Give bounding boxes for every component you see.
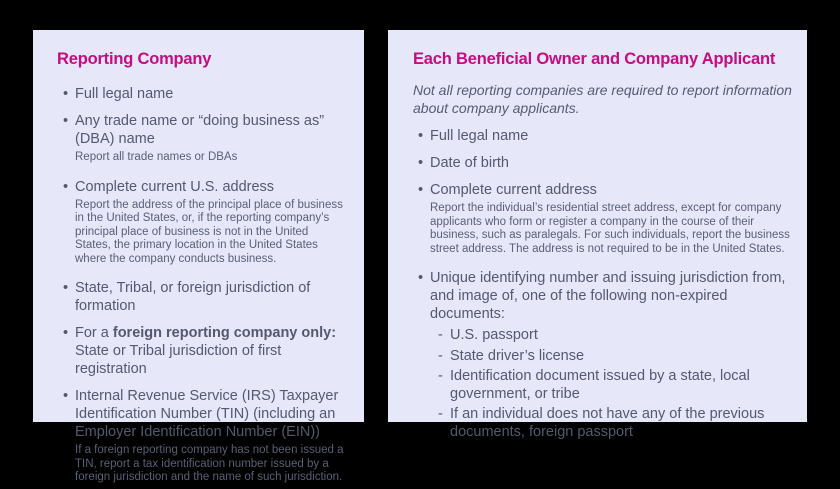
bullet-icon: • xyxy=(63,86,69,102)
list-item xyxy=(57,178,346,271)
beneficial-owner-panel xyxy=(388,30,807,440)
sub-item-text: If an individual does not have any of the previous documents, foreign passport xyxy=(450,406,765,440)
reporting-company-title: Reporting Company xyxy=(57,50,212,68)
list-item xyxy=(57,85,346,103)
dash-icon: - xyxy=(438,347,443,364)
item-text: Full legal name xyxy=(430,128,529,144)
item-note: If a foreign reporting company has not been issued a TIN, report a tax identification number issued by a foreign jurisdiction and the name of such jurisdiction. xyxy=(75,444,344,483)
list-item xyxy=(57,279,346,315)
item-text: Complete current address xyxy=(430,182,597,198)
item-text: Internal Revenue Service (IRS) Taxpayer Identification Number (TIN) (including an Employer Identification Number (EIN)) xyxy=(75,388,339,440)
bullet-icon: • xyxy=(418,270,424,286)
beneficial-owner-list xyxy=(413,127,795,444)
sub-item-text: State driver’s license xyxy=(450,347,585,364)
bullet-icon: • xyxy=(63,178,69,195)
list-item xyxy=(57,324,346,378)
sub-item-text: U.S. passport xyxy=(450,327,538,343)
item-note: Report the individual’s residential street address, except for company applicants who form or register a company in the course of their business, such as paralegals. For such individuals, report the business street address. The address is not required to be in the United States. xyxy=(430,202,790,255)
item-text: State, Tribal, or foreign jurisdiction of formation xyxy=(75,280,311,314)
list-item xyxy=(413,181,795,260)
intro-note: Not all reporting companies are required to report information about company applicants. xyxy=(413,82,792,116)
item-text-prefix: For a xyxy=(75,325,113,341)
dash-icon: - xyxy=(438,327,443,343)
bullet-icon: • xyxy=(63,388,69,404)
item-text-bold: foreign reporting company only: xyxy=(112,325,337,341)
list-item xyxy=(57,112,346,169)
sub-list-item xyxy=(438,406,795,441)
bullet-icon: • xyxy=(63,325,69,341)
document-sub-list xyxy=(438,327,795,441)
item-text-line2: State or Tribal jurisdiction of first registration xyxy=(75,343,282,377)
list-item xyxy=(413,154,795,172)
dash-icon: - xyxy=(438,368,443,384)
bullet-icon: • xyxy=(418,155,424,171)
item-text xyxy=(75,324,346,378)
list-item xyxy=(413,269,795,444)
item-text: Unique identifying number and issuing jurisdiction from, and image of, one of the following non-expired documents: xyxy=(430,270,786,322)
sub-list-item xyxy=(438,327,795,345)
bullet-icon: • xyxy=(63,113,69,129)
item-text: Any trade name or “doing business as” (DBA) name xyxy=(75,113,325,147)
sub-list-item xyxy=(438,368,795,403)
beneficial-owner-title: Each Beneficial Owner and Company Applicant xyxy=(413,50,776,68)
bullet-icon: • xyxy=(63,280,69,296)
reporting-company-panel xyxy=(33,30,364,483)
item-text: Full legal name xyxy=(75,86,174,102)
item-note: Report the address of the principal place of business in the United States, or, if the reporting company’s principal place of business is not in the United States, the primary location in the United States where the company conducts business. xyxy=(75,198,343,265)
item-text: Complete current U.S. address xyxy=(75,178,275,195)
item-text: Date of birth xyxy=(430,155,509,171)
bullet-icon: • xyxy=(418,182,424,198)
reporting-company-list xyxy=(57,85,346,489)
item-note: Report all trade names or DBAs xyxy=(75,151,238,163)
bullet-icon: • xyxy=(418,128,424,144)
sub-list-item xyxy=(438,348,795,366)
list-item xyxy=(57,387,346,489)
sub-item-text: Identification document issued by a state, local government, or tribe xyxy=(450,368,750,402)
dash-icon: - xyxy=(438,406,443,422)
list-item xyxy=(413,127,795,145)
